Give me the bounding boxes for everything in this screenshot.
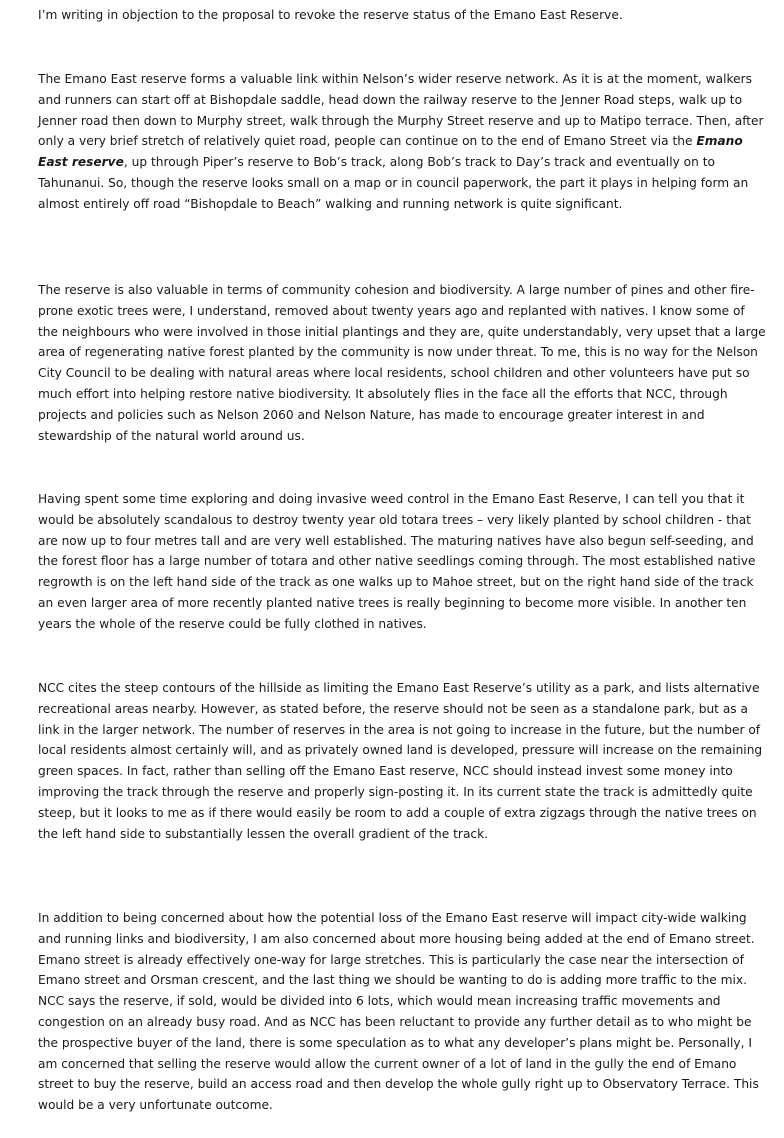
reserve-network-text-end: , up through Piper’s reserve to Bob’s track, along Bob’s track to Day’s track and eventually on to Tahunanui. So, though the reserve looks small on a map or in council paperwork, the part it plays in helping form an almost entirely off road “Bishopdale to Beach” walking and running network is quite significant. xyxy=(38,155,749,211)
opening-paragraph: I’m writing in objection to the proposal to revoke the reserve status of the Emano East Reserve. xyxy=(38,8,623,22)
emano-east-reserve-emphasis: Emano East reserve xyxy=(38,134,743,170)
housing-traffic-paragraph: In addition to being concerned about how the potential loss of the Emano East reserve will impact city-wide walking and running links and biodiversity, I am also concerned about more housing being added at the end of Emano street. Emano street is already effectively one-way for large stretches. This is particularly the case near the intersection of Emano street and Orsman crescent, and the last thing we should be wanting to do is adding more traffic to the mix. NCC says the reserve, if sold, would be divided into 6 lots, which would mean increasing traffic movements and congestion on an already busy road. And as NCC has been reluctant to provide any further detail as to who might be the prospective buyer of the land, there is some speculation as to what any developer’s plans might be. Personally, I am concerned that selling the reserve would allow the current owner of a lot of land in the gully the end of Emano street to buy the reserve, build an access road and then develop the whole gully right up to Observatory Terrace. This would be a very unfortunate outcome. xyxy=(38,911,759,1113)
native-trees-paragraph: Having spent some time exploring and doing invasive weed control in the Emano East Reserve, I can tell you that it would be absolutely scandalous to destroy twenty year old totara trees – very likely planted by school children - that are now up to four metres tall and are very well established. The maturing natives have also begun self-seeding, and the forest floor has a large number of totara and other native seedlings coming through. The most established native regrowth is on the left hand side of the track as one walks up to Mahoe street, but on the right hand side of the track an even larger area of more recently planted native trees is really beginning to become more visible. In another ten years the whole of the reserve could be fully clothed in natives. xyxy=(38,492,756,631)
reserve-network-paragraph xyxy=(38,69,768,215)
community-biodiversity-paragraph: The reserve is also valuable in terms of community cohesion and biodiversity. A large number of pines and other fire-prone exotic trees were, I understand, removed about twenty years ago and replanted with natives. I know some of the neighbours who were involved in those initial plantings and they are, quite understandably, very upset that a large area of regenerating native forest planted by the community is now under threat. To me, this is no way for the Nelson City Council to be dealing with natural areas where local residents, school children and other volunteers have put so much effort into helping restore native biodiversity. It absolutely flies in the face all the efforts that NCC, through projects and policies such as Nelson 2060 and Nelson Nature, has made to encourage greater interest in and stewardship of the natural world around us. xyxy=(38,283,766,443)
reserve-network-text-start: The Emano East reserve forms a valuable link within Nelson’s wider reserve network. As it is at the moment, walkers and runners can start off at Bishopdale saddle, head down the railway reserve to the Jenner Road steps, walk up to Jenner road then down to Murphy street, walk through the Murphy Street reserve and up to Matipo terrace. Then, after only a very brief stretch of relatively quiet road, people can continue on to the end of Emano Street via the xyxy=(38,72,764,149)
track-improvement-paragraph: NCC cites the steep contours of the hillside as limiting the Emano East Reserve’s utility as a park, and lists alternative recreational areas nearby. However, as stated before, the reserve should not be seen as a standalone park, but as a link in the larger network. The number of reserves in the area is not going to increase in the future, but the number of local residents almost certainly will, and as privately owned land is developed, pressure will increase on the remaining green spaces. In fact, rather than selling off the Emano East reserve, NCC should instead invest some money into improving the track through the reserve and properly sign-posting it. In its current state the track is admittedly quite steep, but it looks to me as if there would easily be room to add a couple of extra zigzags through the native trees on the left hand side to substantially lessen the overall gradient of the track. xyxy=(38,681,763,841)
